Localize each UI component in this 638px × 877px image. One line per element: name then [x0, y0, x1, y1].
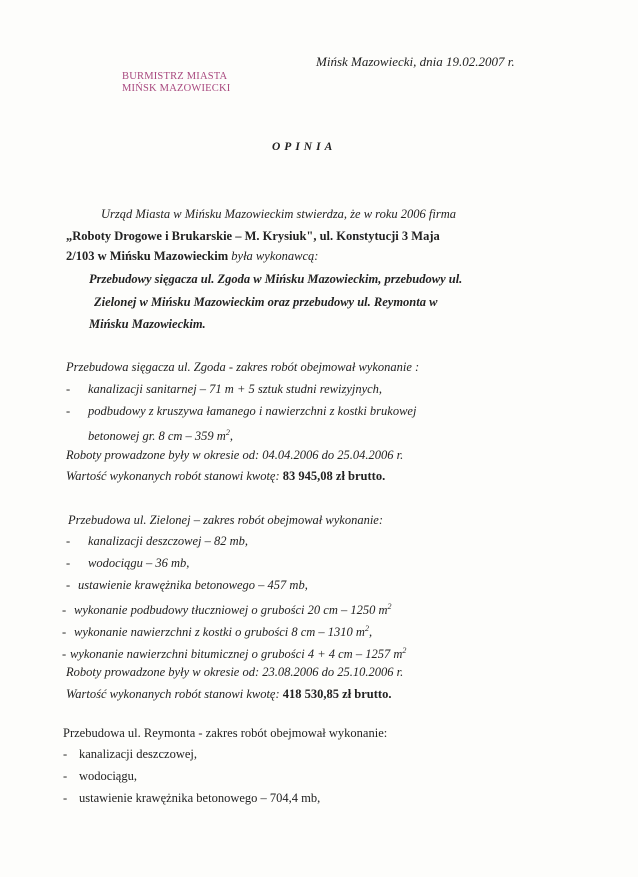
section1-item-1: - kanalizacji sanitarnej – 71 m + 5 sztuk studni rewizyjnych, — [66, 382, 383, 396]
intro-line-3 — [66, 248, 318, 264]
section1-item-2: - podbudowy z kruszywa łamanego i nawierzchni z kostki brukowej — [66, 404, 417, 418]
section1-heading: Przebudowa sięgacza ul. Zgoda - zakres robót obejmował wykonanie : — [66, 360, 420, 374]
section2-value: 418 530,85 zł brutto. — [282, 687, 392, 701]
company-name: „Roboty Drogowe i Brukarskie – M. Krysiuk" — [66, 229, 314, 243]
date-line: Mińsk Mazowiecki, dnia 19.02.2007 r. — [316, 54, 515, 69]
section2-item-2: - wodociągu – 36 mb, — [66, 556, 190, 570]
section1-value-line — [66, 468, 385, 484]
section3-item-3: - ustawienie krawężnika betonowego – 704,4 mb, — [63, 791, 321, 805]
section1-value: 83 945,08 zł brutto. — [282, 469, 386, 483]
scope-line-3: Mińsku Mazowieckim. — [89, 317, 206, 331]
section3-item-1: - kanalizacji deszczowej, — [63, 747, 197, 761]
section2-item-1: - kanalizacji deszczowej – 82 mb, — [66, 534, 249, 548]
section2-item-5: - wykonanie nawierzchni z kostki o grubości 8 cm – 1310 $m^2$, — [62, 624, 373, 640]
intro-line-2 — [66, 228, 440, 244]
section2-item-4: - wykonanie podbudowy tłuczniowej o grubości 20 cm – 1250 $m^2$ — [62, 602, 392, 618]
stamp-line-2: MIŃSK MAZOWIECKI — [122, 83, 231, 94]
section3-item-2: - wodociągu, — [63, 769, 137, 783]
section2-item-3: - ustawienie krawężnika betonowego – 457 mb, — [66, 578, 308, 592]
company-address-b: 2/103 w Mińsku Mazowieckim — [66, 249, 229, 263]
document-title: OPINIA — [272, 141, 337, 153]
section2-value-label: Wartość wykonanych robót stanowi kwotę: — [66, 687, 283, 701]
section3-heading: Przebudowa ul. Reymonta - zakres robót obejmował wykonanie: — [63, 726, 388, 740]
section2-value-line — [66, 686, 391, 702]
section1-period: Roboty prowadzone były w okresie od: 04.04.2006 do 25.04.2006 r. — [66, 448, 404, 462]
intro-line-1: Urząd Miasta w Mińsku Mazowieckim stwierdza, że w roku 2006 firma — [101, 207, 456, 221]
section2-period: Roboty prowadzone były w okresie od: 23.08.2006 do 25.10.2006 r. — [66, 665, 404, 679]
intro-part-2: była wykonawcą: — [228, 249, 319, 263]
scope-line-2: Zielonej w Mińsku Mazowieckim oraz przebudowy ul. Reymonta w — [94, 295, 438, 309]
office-stamp — [122, 71, 230, 95]
company-address-a: , ul. Konstytucji 3 Maja — [313, 229, 440, 243]
section2-heading: Przebudowa ul. Zielonej – zakres robót obejmował wykonanie: — [68, 513, 384, 527]
section1-value-label: Wartość wykonanych robót stanowi kwotę: — [66, 469, 283, 483]
section2-item-6: - wykonanie nawierzchni bitumicznej o grubości 4 + 4 cm – 1257 $m^2$ — [62, 646, 407, 662]
section1-item-2-cont: betonowej gr. 8 cm – 359 $m^2$, — [88, 428, 233, 444]
stamp-line-1: BURMISTRZ MIASTA — [122, 71, 228, 82]
scope-line-1: Przebudowy sięgacza ul. Zgoda w Mińsku Mazowieckim, przebudowy ul. — [89, 272, 463, 286]
